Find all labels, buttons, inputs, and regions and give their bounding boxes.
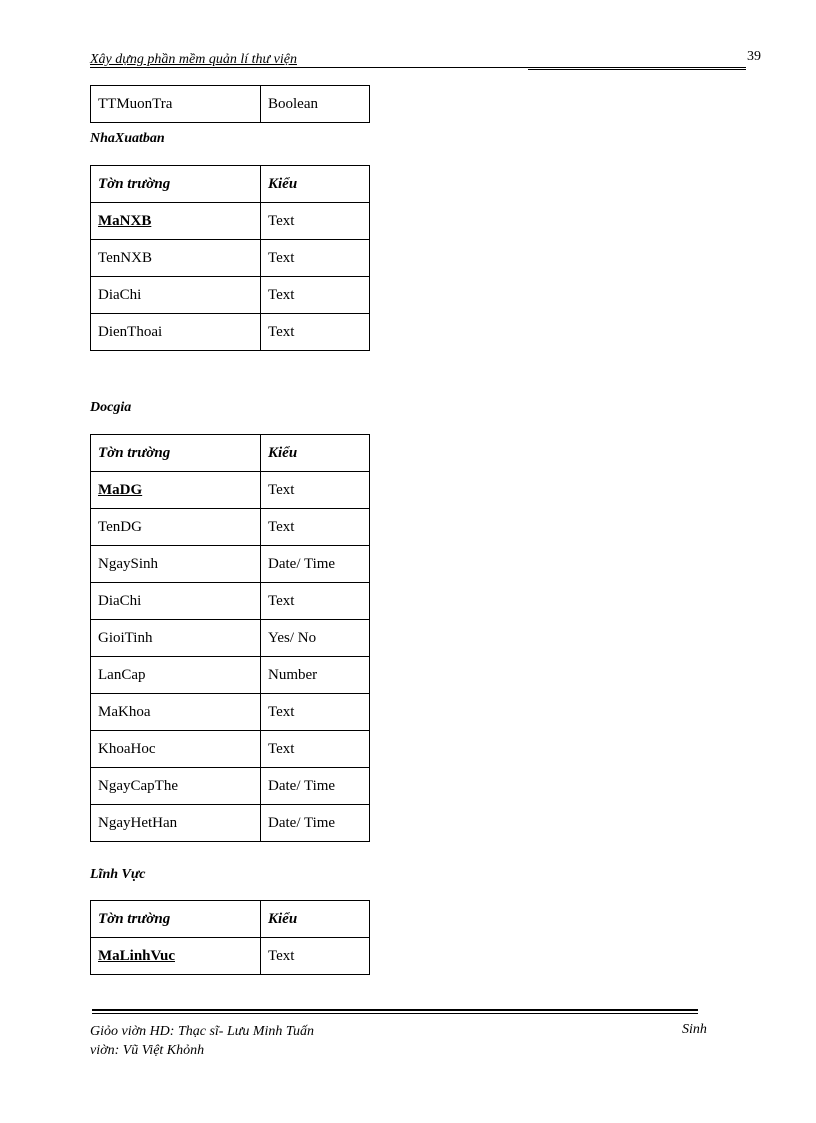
- table-row: [91, 277, 370, 314]
- field-name-cell: DiaChi: [91, 277, 261, 314]
- table-row: [91, 583, 370, 620]
- column-header-type: Kiểu: [261, 166, 370, 203]
- table-row: [91, 620, 370, 657]
- field-name-cell: DienThoai: [91, 314, 261, 351]
- field-type-cell: Date/ Time: [261, 768, 370, 805]
- table-header-row: [91, 435, 370, 472]
- field-name-cell: TenDG: [91, 509, 261, 546]
- field-name-cell: KhoaHoc: [91, 731, 261, 768]
- table-row: [91, 694, 370, 731]
- footer-rule-thin: [92, 1013, 698, 1014]
- primary-key-field-cell: MaNXB: [91, 203, 261, 240]
- field-name-cell: GioiTinh: [91, 620, 261, 657]
- column-header-type: Kiểu: [261, 435, 370, 472]
- field-type-cell: Text: [261, 583, 370, 620]
- table-row: [91, 203, 370, 240]
- primary-key-field-cell: MaLinhVuc: [91, 938, 261, 975]
- field-name-cell: NgayCapThe: [91, 768, 261, 805]
- field-type-cell: Text: [261, 509, 370, 546]
- field-type-cell: Text: [261, 938, 370, 975]
- table-header-row: [91, 901, 370, 938]
- field-name-cell: MaKhoa: [91, 694, 261, 731]
- section-title-docgia: Docgia: [90, 400, 132, 415]
- table-row: [91, 472, 370, 509]
- column-header-field: Tờn trường: [91, 166, 261, 203]
- table-linhvuc: [90, 900, 370, 975]
- column-header-field: Tờn trường: [91, 435, 261, 472]
- table-continuation: [90, 85, 370, 123]
- primary-key-field-cell: MaDG: [91, 472, 261, 509]
- table-row: [91, 657, 370, 694]
- field-type-cell: Text: [261, 694, 370, 731]
- field-name-cell: DiaChi: [91, 583, 261, 620]
- table-row: [91, 731, 370, 768]
- field-name-cell: TenNXB: [91, 240, 261, 277]
- table-header-row: [91, 166, 370, 203]
- table-row: [91, 805, 370, 842]
- footer-rule-thick: [92, 1009, 698, 1011]
- field-type-cell: Text: [261, 731, 370, 768]
- field-type-cell: Date/ Time: [261, 805, 370, 842]
- table-row: [91, 314, 370, 351]
- field-name-cell: TTMuonTra: [91, 86, 261, 123]
- field-name-cell: NgaySinh: [91, 546, 261, 583]
- footer-credits: [90, 1022, 314, 1060]
- footer-student: viờn: Vũ Việt Khỏnh: [90, 1043, 205, 1058]
- field-type-cell: Text: [261, 472, 370, 509]
- table-row: [91, 86, 370, 123]
- table-docgia: [90, 434, 370, 842]
- field-type-cell: Date/ Time: [261, 546, 370, 583]
- document-header-title: Xây dựng phần mềm quản lí thư viện: [90, 52, 297, 67]
- column-header-field: Tờn trường: [91, 901, 261, 938]
- table-row: [91, 509, 370, 546]
- field-type-cell: Text: [261, 203, 370, 240]
- field-type-cell: Text: [261, 314, 370, 351]
- section-title-nhaxuatban: NhaXuatban: [90, 131, 165, 146]
- field-name-cell: LanCap: [91, 657, 261, 694]
- field-type-cell: Boolean: [261, 86, 370, 123]
- table-nhaxuatban: [90, 165, 370, 351]
- field-type-cell: Yes/ No: [261, 620, 370, 657]
- table-row: [91, 546, 370, 583]
- field-type-cell: Text: [261, 277, 370, 314]
- field-name-cell: NgayHetHan: [91, 805, 261, 842]
- footer-supervisor: Giỏo viờn HD: Thạc sĩ- Lưu Minh Tuấn: [90, 1024, 314, 1039]
- field-type-cell: Text: [261, 240, 370, 277]
- table-row: [91, 938, 370, 975]
- header-rule: [90, 67, 746, 68]
- table-row: [91, 768, 370, 805]
- footer-student-label: Sinh: [682, 1022, 707, 1037]
- page-number: 39: [747, 49, 761, 64]
- field-type-cell: Number: [261, 657, 370, 694]
- section-title-linhvuc: Lĩnh Vực: [90, 867, 146, 882]
- table-row: [91, 240, 370, 277]
- header-rule-secondary: [528, 69, 746, 70]
- column-header-type: Kiểu: [261, 901, 370, 938]
